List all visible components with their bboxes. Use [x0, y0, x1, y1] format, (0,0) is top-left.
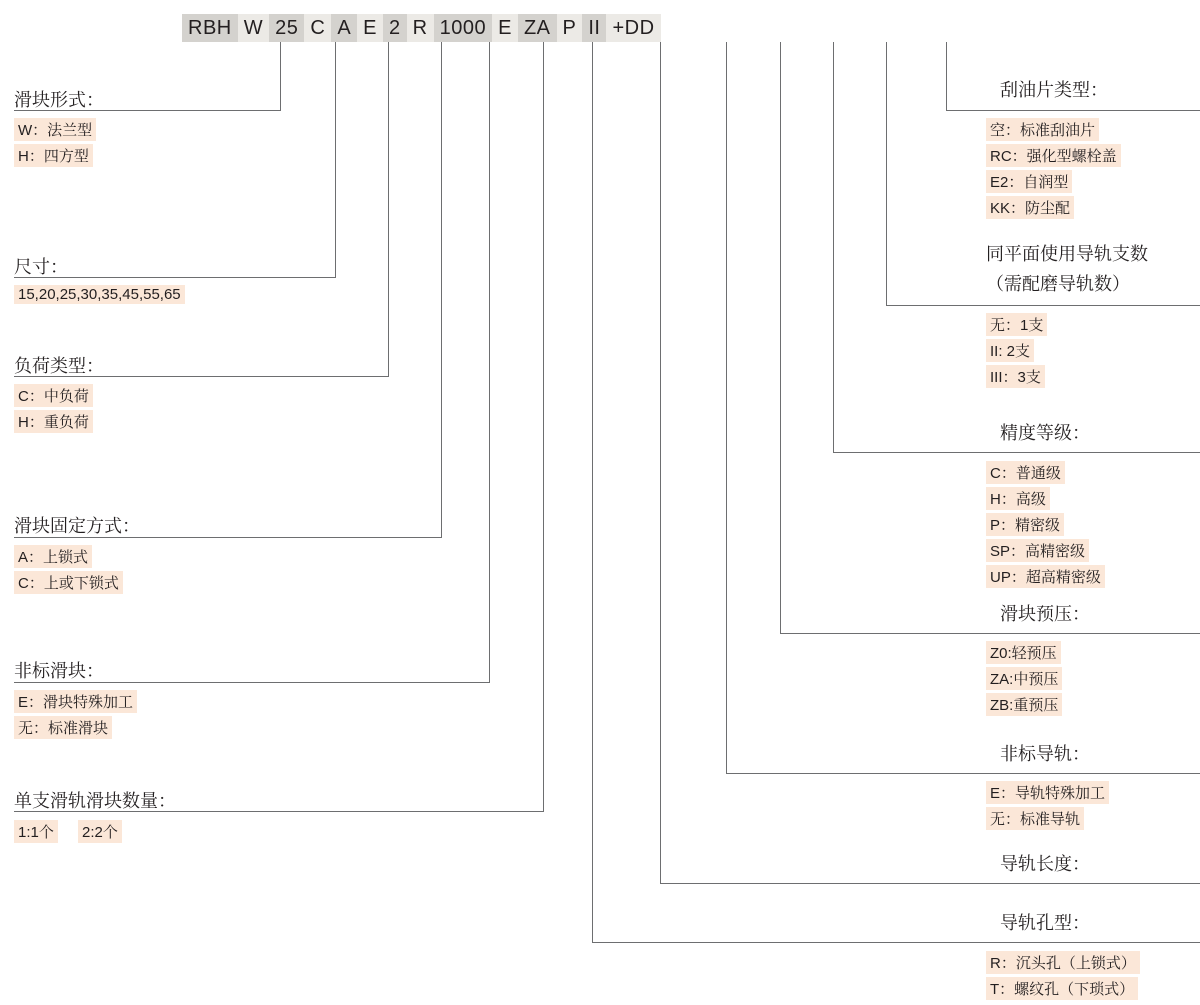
leader-line-preload-horizontal: [780, 633, 1200, 634]
option-item: H：四方型: [14, 144, 93, 167]
code-segment-nonstandard-rail: E: [492, 14, 518, 42]
leader-line-wiper-horizontal: [946, 110, 1200, 111]
code-segment-accuracy: P: [557, 14, 583, 42]
option-item: C：普通级: [986, 461, 1065, 484]
option-item: II: 2支: [986, 339, 1034, 362]
right-group-4-options: [986, 641, 1062, 719]
option-item: H：高级: [986, 487, 1050, 510]
option-item: 15,20,25,30,35,45,55,65: [14, 285, 185, 304]
part-number-code-row: [182, 14, 661, 42]
right-group-1-title: 刮油片类型：: [1000, 80, 1108, 100]
code-segment-rail-hole-type: R: [407, 14, 434, 42]
option-item: H：重负荷: [14, 410, 93, 433]
code-segment-model: RBH: [182, 14, 238, 42]
code-segment-block-type: W: [238, 14, 269, 42]
leader-line-rail-hole-vertical: [592, 42, 593, 942]
right-group-3-title: 精度等级：: [1000, 423, 1090, 443]
left-group-3-title: 负荷类型：: [14, 356, 104, 376]
left-group-1-title: 滑块形式：: [14, 90, 104, 110]
option-item: UP：超高精密级: [986, 565, 1105, 588]
leader-line-block-count-vertical: [543, 42, 544, 811]
right-group-2-title-line1: 同平面使用导轨支数: [986, 244, 1148, 264]
option-item: T：螺纹孔（下琐式）: [986, 977, 1138, 1000]
option-item: P：精密级: [986, 513, 1064, 536]
left-group-5-options: [14, 690, 137, 742]
option-item: SP：高精密级: [986, 539, 1089, 562]
left-group-1-options: [14, 118, 96, 170]
option-item: E：滑块特殊加工: [14, 690, 137, 713]
code-segment-rail-length: 1000: [434, 14, 493, 42]
option-item: 无：标准滑块: [14, 716, 112, 739]
leader-line-accuracy-horizontal: [833, 452, 1200, 453]
right-group-5-title: 非标导轨：: [1000, 744, 1090, 764]
left-group-6-title: 单支滑轨滑块数量：: [14, 791, 176, 811]
option-item: III：3支: [986, 365, 1045, 388]
right-group-5-options: [986, 781, 1109, 833]
option-item: E：导轨特殊加工: [986, 781, 1109, 804]
leader-line-rail-count-horizontal: [886, 305, 1200, 306]
left-group-4-title: 滑块固定方式：: [14, 516, 140, 536]
option-item: 空：标准刮油片: [986, 118, 1099, 141]
option-item: 1:1个: [14, 820, 58, 843]
leader-line-load-type-vertical: [388, 42, 389, 376]
option-item: C：中负荷: [14, 384, 93, 407]
leader-line-rail-count-vertical: [886, 42, 887, 305]
code-segment-preload: ZA: [518, 14, 557, 42]
right-group-2-options: [986, 313, 1047, 391]
option-item: KK：防尘配: [986, 196, 1074, 219]
leader-line-nonstandard-rail-vertical: [726, 42, 727, 773]
code-segment-wiper: +DD: [606, 14, 660, 42]
left-group-3-options: [14, 384, 93, 436]
right-group-6-title: 导轨长度：: [1000, 854, 1090, 874]
option-item: 2:2个: [78, 820, 122, 843]
leader-line-rail-hole-horizontal: [592, 942, 1200, 943]
option-item: C：上或下锁式: [14, 571, 123, 594]
leader-line-preload-vertical: [780, 42, 781, 633]
right-group-2-title-line2: （需配磨导轨数）: [986, 274, 1130, 294]
right-group-3-options: [986, 461, 1105, 591]
option-item: RC：强化型螺栓盖: [986, 144, 1121, 167]
leader-line-wiper-vertical: [946, 42, 947, 110]
right-group-4-title: 滑块预压：: [1000, 604, 1090, 624]
option-item: ZB:重预压: [986, 693, 1062, 716]
leader-line-rail-length-vertical: [660, 42, 661, 883]
option-item: A：上锁式: [14, 545, 92, 568]
code-segment-nonstandard-block: E: [357, 14, 383, 42]
code-segment-mounting: A: [331, 14, 357, 42]
option-item: W：法兰型: [14, 118, 96, 141]
leader-line-accuracy-vertical: [833, 42, 834, 452]
left-group-5-title: 非标滑块：: [14, 661, 104, 681]
leader-line-rail-length-horizontal: [660, 883, 1200, 884]
option-item: 无：1支: [986, 313, 1047, 336]
option-item: ZA:中预压: [986, 667, 1062, 690]
leader-line-nonstandard-block-vertical: [489, 42, 490, 682]
option-item: R：沉头孔（上锁式）: [986, 951, 1140, 974]
code-segment-rail-count: II: [582, 14, 606, 42]
left-group-2-title: 尺寸：: [14, 257, 68, 277]
left-group-4-options: [14, 545, 123, 597]
right-group-7-title: 导轨孔型：: [1000, 913, 1090, 933]
option-item: Z0:轻预压: [986, 641, 1061, 664]
leader-line-size-vertical: [335, 42, 336, 277]
code-segment-size: 25: [269, 14, 304, 42]
code-segment-load-type: C: [304, 14, 331, 42]
leader-line-mounting-vertical: [441, 42, 442, 537]
right-group-7-options: [986, 951, 1140, 1003]
leader-line-nonstandard-rail-horizontal: [726, 773, 1200, 774]
option-item: 无：标准导轨: [986, 807, 1084, 830]
leader-line-block-type-vertical: [280, 42, 281, 110]
right-group-1-options: [986, 118, 1121, 222]
left-group-2-options: [14, 285, 185, 307]
left-group-6-options: [14, 820, 124, 846]
option-item: E2：自润型: [986, 170, 1072, 193]
code-segment-block-count: 2: [383, 14, 407, 42]
